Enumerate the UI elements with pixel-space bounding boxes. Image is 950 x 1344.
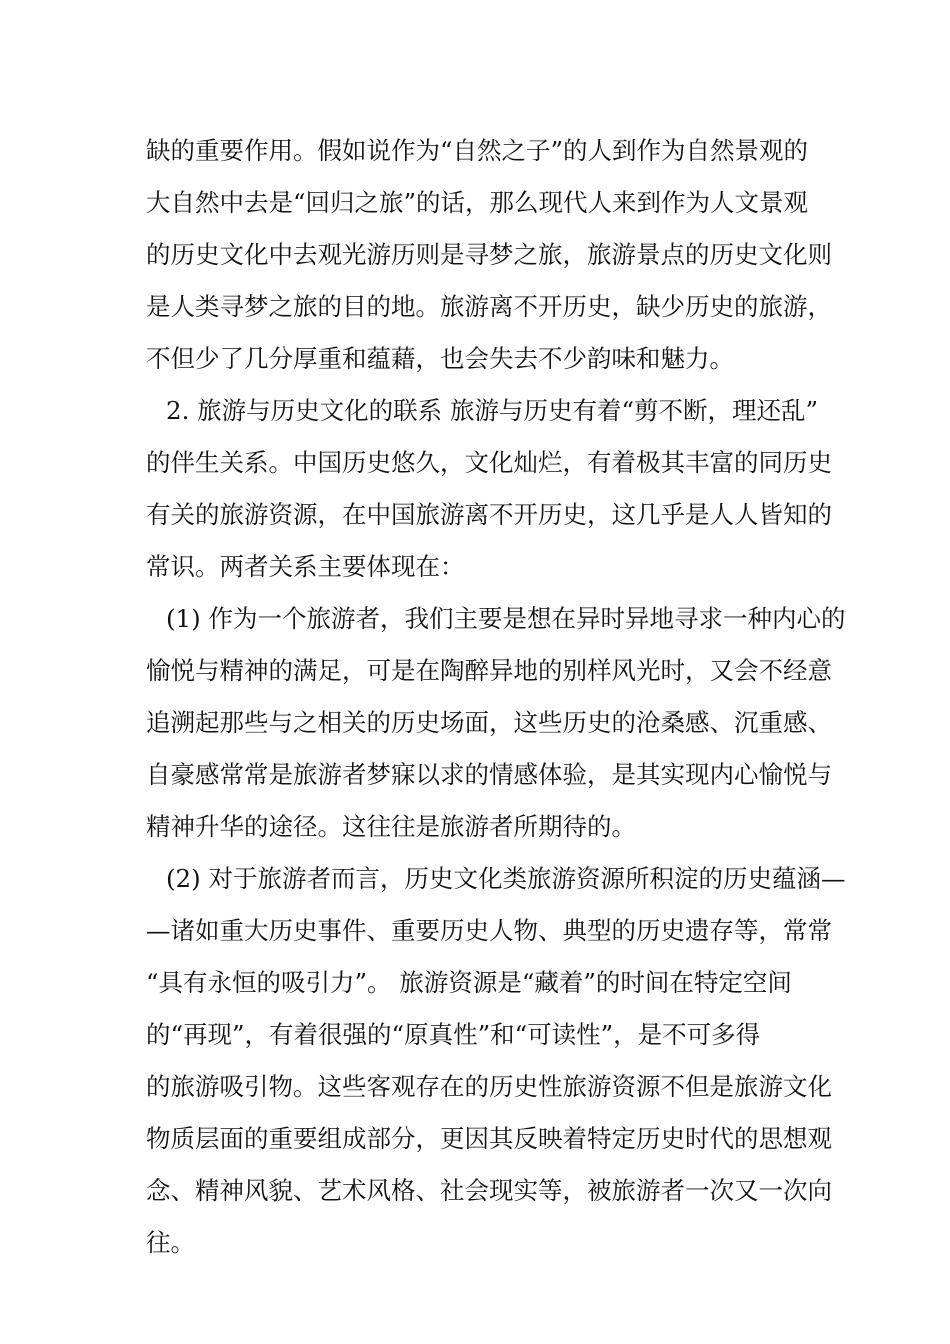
- section-heading-line: 2. 旅游与历史文化的联系 旅游与历史有着“剪不断，理还乱”: [166, 396, 818, 425]
- text-line: 的历史文化中去观光游历则是寻梦之旅，旅游景点的历史文化则: [146, 240, 832, 269]
- text-line: “具有永恒的吸引力”。 旅游资源是“藏着”的时间在特定空间: [146, 968, 792, 997]
- text-line: 不但少了几分厚重和蕴藉，也会失去不少韵味和魅力。: [146, 344, 734, 373]
- list-item-line: (2) 对于旅游者而言，历史文化类旅游资源所积淀的历史蕴涵—: [166, 864, 846, 893]
- text-line: 的旅游吸引物。这些客观存在的历史性旅游资源不但是旅游文化: [146, 1072, 832, 1101]
- text-line: 往。: [146, 1228, 195, 1257]
- text-line: 自豪感常常是旅游者梦寐以求的情感体验，是其实现内心愉悦与: [146, 760, 832, 789]
- text-line: —诸如重大历史事件、重要历史人物、典型的历史遗存等，常常: [146, 916, 832, 945]
- list-item-line: (1) 作为一个旅游者，我们主要是想在异时异地寻求一种内心的: [166, 604, 846, 633]
- text-line: 物质层面的重要组成部分，更因其反映着特定历史时代的思想观: [146, 1124, 832, 1153]
- text-line: 常识。两者关系主要体现在：: [146, 552, 465, 581]
- text-line: 念、精神风貌、艺术风格、社会现实等，被旅游者一次又一次向: [146, 1176, 832, 1205]
- text-line: 的“再现”，有着很强的“原真性”和“可读性”，是不可多得: [146, 1020, 761, 1049]
- text-line: 的伴生关系。中国历史悠久，文化灿烂，有着极其丰富的同历史: [146, 448, 832, 477]
- text-line: 有关的旅游资源，在中国旅游离不开历史，这几乎是人人皆知的: [146, 500, 832, 529]
- text-line: 缺的重要作用。假如说作为“自然之子”的人到作为自然景观的: [146, 136, 809, 165]
- text-line: 追溯起那些与之相关的历史场面，这些历史的沧桑感、沉重感、: [146, 708, 832, 737]
- text-line: 愉悦与精神的满足，可是在陶醉异地的别样风光时，又会不经意: [146, 656, 832, 685]
- text-line: 大自然中去是“回归之旅”的话，那么现代人来到作为人文景观: [146, 188, 809, 217]
- text-line: 是人类寻梦之旅的目的地。旅游离不开历史，缺少历史的旅游，: [146, 292, 832, 321]
- text-line: 精神升华的途径。这往往是旅游者所期待的。: [146, 812, 636, 841]
- document-body: [146, 125, 846, 1269]
